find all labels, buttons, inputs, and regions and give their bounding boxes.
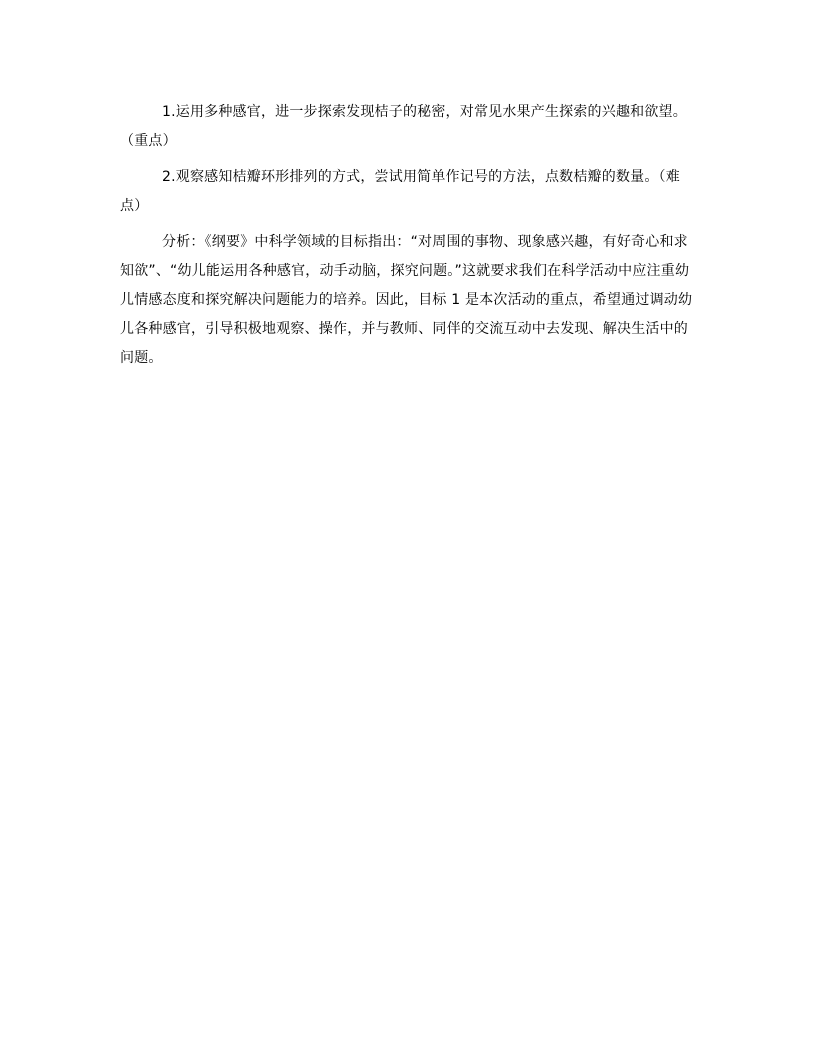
goal-1-paragraph: 1.运用多种感官，进一步探索发现桔子的秘密，对常见水果产生探索的兴趣和欲望。（重点） <box>120 104 687 149</box>
analysis-paragraph: 分析：《纲要》中科学领域的目标指出：“对周围的事物、现象感兴趣，有好奇心和求知欲”、“幼儿能运用各种感官，动手动脑，探究问题。”这就要求我们在科学活动中应注重幼儿情感态度和探究解决问题能力的培养。因此，目标 1 是本次活动的重点，希望通过调动幼儿各种感官，引导积极地观察、操作，并与教师、同伴的交流互动中去发现、解决生活中的问题。 <box>120 234 693 366</box>
document-body <box>120 98 695 373</box>
goal-2-paragraph: 2.观察感知桔瓣环形排列的方式，尝试用简单作记号的方法，点数桔瓣的数量。（难点） <box>120 169 680 214</box>
